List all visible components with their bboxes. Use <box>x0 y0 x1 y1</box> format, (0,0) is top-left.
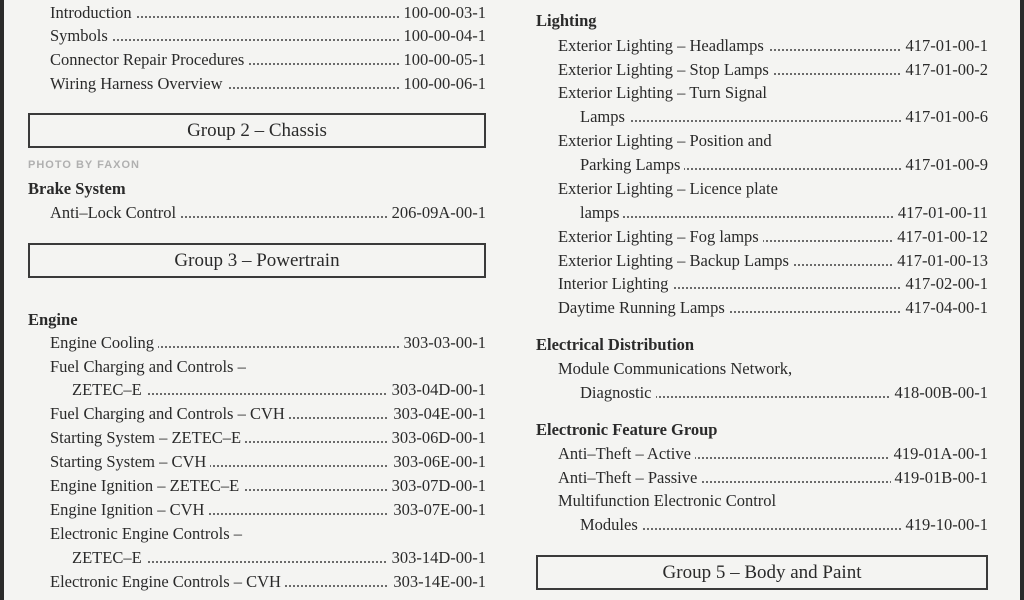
toc-entry-title: Starting System – ZETEC–E <box>50 427 245 449</box>
watermark: PHOTO BY FAXON <box>28 159 141 171</box>
toc-entry[interactable] <box>72 379 486 401</box>
toc-entry[interactable] <box>50 475 486 497</box>
toc-entry[interactable] <box>50 202 486 224</box>
toc-entry-title: Anti–Lock Control <box>50 202 180 224</box>
toc-entry-page: 417-01-00-2 <box>902 59 988 81</box>
page-frame-right <box>1020 0 1024 600</box>
toc-entry-title: Lamps <box>580 106 629 128</box>
toc-entry-title: Wiring Harness Overview <box>50 73 227 95</box>
toc-entry-page: 417-01-00-6 <box>902 106 988 128</box>
toc-entry-title: Interior Lighting <box>558 273 672 295</box>
toc-entry-page: 417-01-00-11 <box>894 202 988 224</box>
toc-entry[interactable] <box>558 273 988 295</box>
toc-entry[interactable] <box>72 547 486 569</box>
toc-entry[interactable] <box>50 49 486 71</box>
section-heading-engine: Engine <box>28 310 78 329</box>
toc-entry-title: Engine Ignition – ZETEC–E <box>50 475 243 497</box>
toc-entry[interactable] <box>50 403 486 425</box>
toc-entry[interactable] <box>50 2 486 24</box>
toc-entry[interactable] <box>558 250 988 272</box>
toc-entry-page: 419-01B-00-1 <box>891 467 989 489</box>
toc-entry-title: Anti–Theft – Passive <box>558 467 701 489</box>
toc-entry-title-line1: Exterior Lighting – Position and <box>558 131 772 150</box>
toc-entry[interactable] <box>558 226 988 248</box>
toc-entry-page: 303-04E-00-1 <box>389 403 486 425</box>
toc-entry-page: 303-06E-00-1 <box>389 451 486 473</box>
toc-entry-title-line1: Multifunction Electronic Control <box>558 491 777 510</box>
toc-entry-page: 419-10-00-1 <box>902 514 988 536</box>
toc-entry-title: lamps <box>580 202 623 224</box>
toc-entry-title: Symbols <box>50 25 112 47</box>
toc-entry[interactable] <box>580 202 988 224</box>
toc-entry-title: Modules <box>580 514 642 536</box>
toc-entry[interactable] <box>580 382 988 404</box>
section-heading-electrical-distribution: Electrical Distribution <box>536 335 695 354</box>
toc-entry[interactable] <box>50 499 486 521</box>
toc-entry-page: 100-00-05-1 <box>400 49 486 71</box>
toc-entry-page: 417-01-00-13 <box>893 250 988 272</box>
toc-entry-page: 417-01-00-9 <box>902 154 988 176</box>
toc-entry-title: Exterior Lighting – Backup Lamps <box>558 250 793 272</box>
toc-entry-title: Exterior Lighting – Fog lamps <box>558 226 763 248</box>
toc-entry-title: ZETEC–E <box>72 547 146 569</box>
toc-entry-title: Exterior Lighting – Stop Lamps <box>558 59 773 81</box>
toc-left-column <box>28 0 486 600</box>
toc-entry-title: Connector Repair Procedures <box>50 49 248 71</box>
toc-entry[interactable] <box>558 35 988 57</box>
toc-entry[interactable] <box>50 571 486 593</box>
toc-entry-page: 100-00-03-1 <box>400 2 486 24</box>
toc-entry-title-line1: Exterior Lighting – Turn Signal <box>558 83 768 102</box>
toc-entry[interactable] <box>558 297 988 319</box>
toc-entry-page: 303-04D-00-1 <box>388 379 486 401</box>
toc-entry-title: Starting System – CVH <box>50 451 210 473</box>
toc-entry-title: Electronic Engine Controls – CVH <box>50 571 285 593</box>
toc-entry[interactable] <box>558 443 988 465</box>
toc-right-column <box>536 0 988 600</box>
toc-entry[interactable] <box>50 332 486 354</box>
toc-entry-page: 303-14E-00-1 <box>389 571 486 593</box>
toc-entry-page: 303-03-00-1 <box>400 332 486 354</box>
toc-entry[interactable] <box>558 59 988 81</box>
toc-entry-page: 303-07E-00-1 <box>389 499 486 521</box>
toc-entry-title: ZETEC–E <box>72 379 146 401</box>
toc-entry-title: Engine Cooling <box>50 332 158 354</box>
toc-entry-page: 206-09A-00-1 <box>388 202 486 224</box>
toc-entry[interactable] <box>558 467 988 489</box>
toc-entry[interactable] <box>50 25 486 47</box>
group-3-heading: Group 3 – Powertrain <box>28 243 486 278</box>
toc-entry-title: Introduction <box>50 2 136 24</box>
group-2-heading: Group 2 – Chassis <box>28 113 486 148</box>
section-heading-brake-system: Brake System <box>28 179 126 198</box>
toc-entry-title: Anti–Theft – Active <box>558 443 695 465</box>
toc-entry[interactable] <box>580 514 988 536</box>
toc-entry-page: 417-01-00-12 <box>893 226 988 248</box>
toc-entry-title: Parking Lamps <box>580 154 684 176</box>
toc-entry-title-line1: Fuel Charging and Controls – <box>50 357 246 376</box>
toc-entry-page: 303-14D-00-1 <box>388 547 486 569</box>
group-5-heading: Group 5 – Body and Paint <box>536 555 988 590</box>
toc-entry-page: 303-07D-00-1 <box>388 475 486 497</box>
toc-entry-page: 417-02-00-1 <box>902 273 988 295</box>
section-heading-lighting: Lighting <box>536 11 597 30</box>
toc-entry[interactable] <box>580 154 988 176</box>
toc-entry-title: Engine Ignition – CVH <box>50 499 208 521</box>
toc-entry-title-line1: Electronic Engine Controls – <box>50 524 242 543</box>
toc-entry-page: 100-00-06-1 <box>400 73 486 95</box>
toc-entry-title-line1: Exterior Lighting – Licence plate <box>558 179 778 198</box>
toc-entry-page: 419-01A-00-1 <box>890 443 988 465</box>
toc-entry[interactable] <box>50 73 486 95</box>
toc-entry-title: Exterior Lighting – Headlamps <box>558 35 768 57</box>
toc-entry-page: 100-00-04-1 <box>400 25 486 47</box>
toc-entry-title: Fuel Charging and Controls – CVH <box>50 403 289 425</box>
page-frame-left <box>0 0 4 600</box>
toc-entry-page: 303-06D-00-1 <box>388 427 486 449</box>
toc-entry[interactable] <box>580 106 988 128</box>
toc-entry-title-line1: Module Communications Network, <box>558 359 793 378</box>
toc-entry[interactable] <box>50 451 486 473</box>
toc-entry-page: 418-00B-00-1 <box>891 382 989 404</box>
toc-entry-title: Daytime Running Lamps <box>558 297 729 319</box>
toc-entry-page: 417-01-00-1 <box>902 35 988 57</box>
toc-entry[interactable] <box>50 427 486 449</box>
toc-entry-title: Diagnostic <box>580 382 656 404</box>
section-heading-electronic-feature-group: Electronic Feature Group <box>536 420 718 439</box>
toc-entry-page: 417-04-00-1 <box>902 297 988 319</box>
